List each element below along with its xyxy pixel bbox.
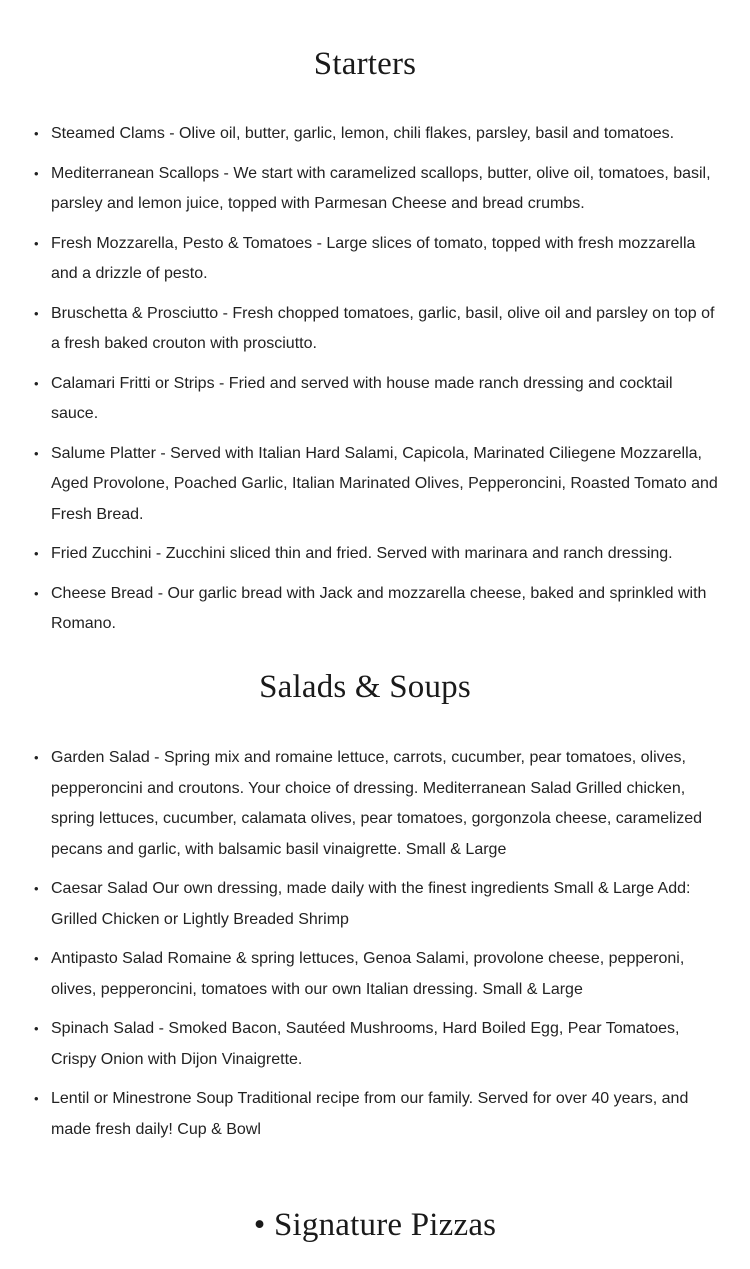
list-item: • Mediterranean Scallops - We start with caramelized scallops, butter, olive oil, tomatoes, basil, parsley and lemon juice, topped with Parmesan Cheese and bread crumbs. xyxy=(0,159,750,220)
list-item: • Fried Zucchini - Zucchini sliced thin and fried. Served with marinara and ranch dressing. xyxy=(0,539,750,570)
list-item: • Antipasto Salad Romaine & spring lettuces, Genoa Salami, provolone cheese, pepperoni, olives, pepperoncini, tomatoes with our own Italian dressing. Small & Large xyxy=(0,944,750,1005)
section-title-signature-pizzas: • Signature Pizzas xyxy=(253,1207,497,1243)
list-item: • Fresh Mozzarella, Pesto & Tomatoes - Large slices of tomato, topped with fresh mozzarella and a drizzle of pesto. xyxy=(0,229,750,290)
list-item: • Steamed Clams - Olive oil, butter, garlic, lemon, chili flakes, parsley, basil and tomatoes. xyxy=(0,119,750,150)
starters-list xyxy=(0,119,750,649)
list-item: • Garden Salad - Spring mix and romaine lettuce, carrots, cucumber, pear tomatoes, olives, pepperoncini and croutons. Your choice of dressing. Mediterranean Salad Grilled chicken, spring lettuces, cucumber, calamata olives, pear tomatoes, gorgonzola cheese, caramelized pecans and garlic, with balsamic basil vinaigrette. Small & Large xyxy=(0,743,750,865)
section-title-starters: Starters xyxy=(313,46,417,82)
list-item: • Calamari Fritti or Strips - Fried and served with house made ranch dressing and cocktail sauce. xyxy=(0,369,750,430)
list-item: • Caesar Salad Our own dressing, made daily with the finest ingredients Small & Large Add: Grilled Chicken or Lightly Breaded Shrimp xyxy=(0,874,750,935)
list-item: • Salume Platter - Served with Italian Hard Salami, Capicola, Marinated Ciliegene Mozzarella, Aged Provolone, Poached Garlic, Italian Marinated Olives, Pepperoncini, Roasted Tomato and Fresh Bread. xyxy=(0,439,750,531)
list-item: • Lentil or Minestrone Soup Traditional recipe from our family. Served for over 40 years, and made fresh daily! Cup & Bowl xyxy=(0,1084,750,1145)
list-item: • Bruschetta & Prosciutto - Fresh chopped tomatoes, garlic, basil, olive oil and parsley on top of a fresh baked crouton with prosciutto. xyxy=(0,299,750,360)
salads-soups-list xyxy=(0,743,750,1154)
list-item: • Spinach Salad - Smoked Bacon, Sautéed Mushrooms, Hard Boiled Egg, Pear Tomatoes, Crispy Onion with Dijon Vinaigrette. xyxy=(0,1014,750,1075)
section-title-salads-soups: Salads & Soups xyxy=(259,669,471,705)
list-item: • Cheese Bread - Our garlic bread with Jack and mozzarella cheese, baked and sprinkled with Romano. xyxy=(0,579,750,640)
